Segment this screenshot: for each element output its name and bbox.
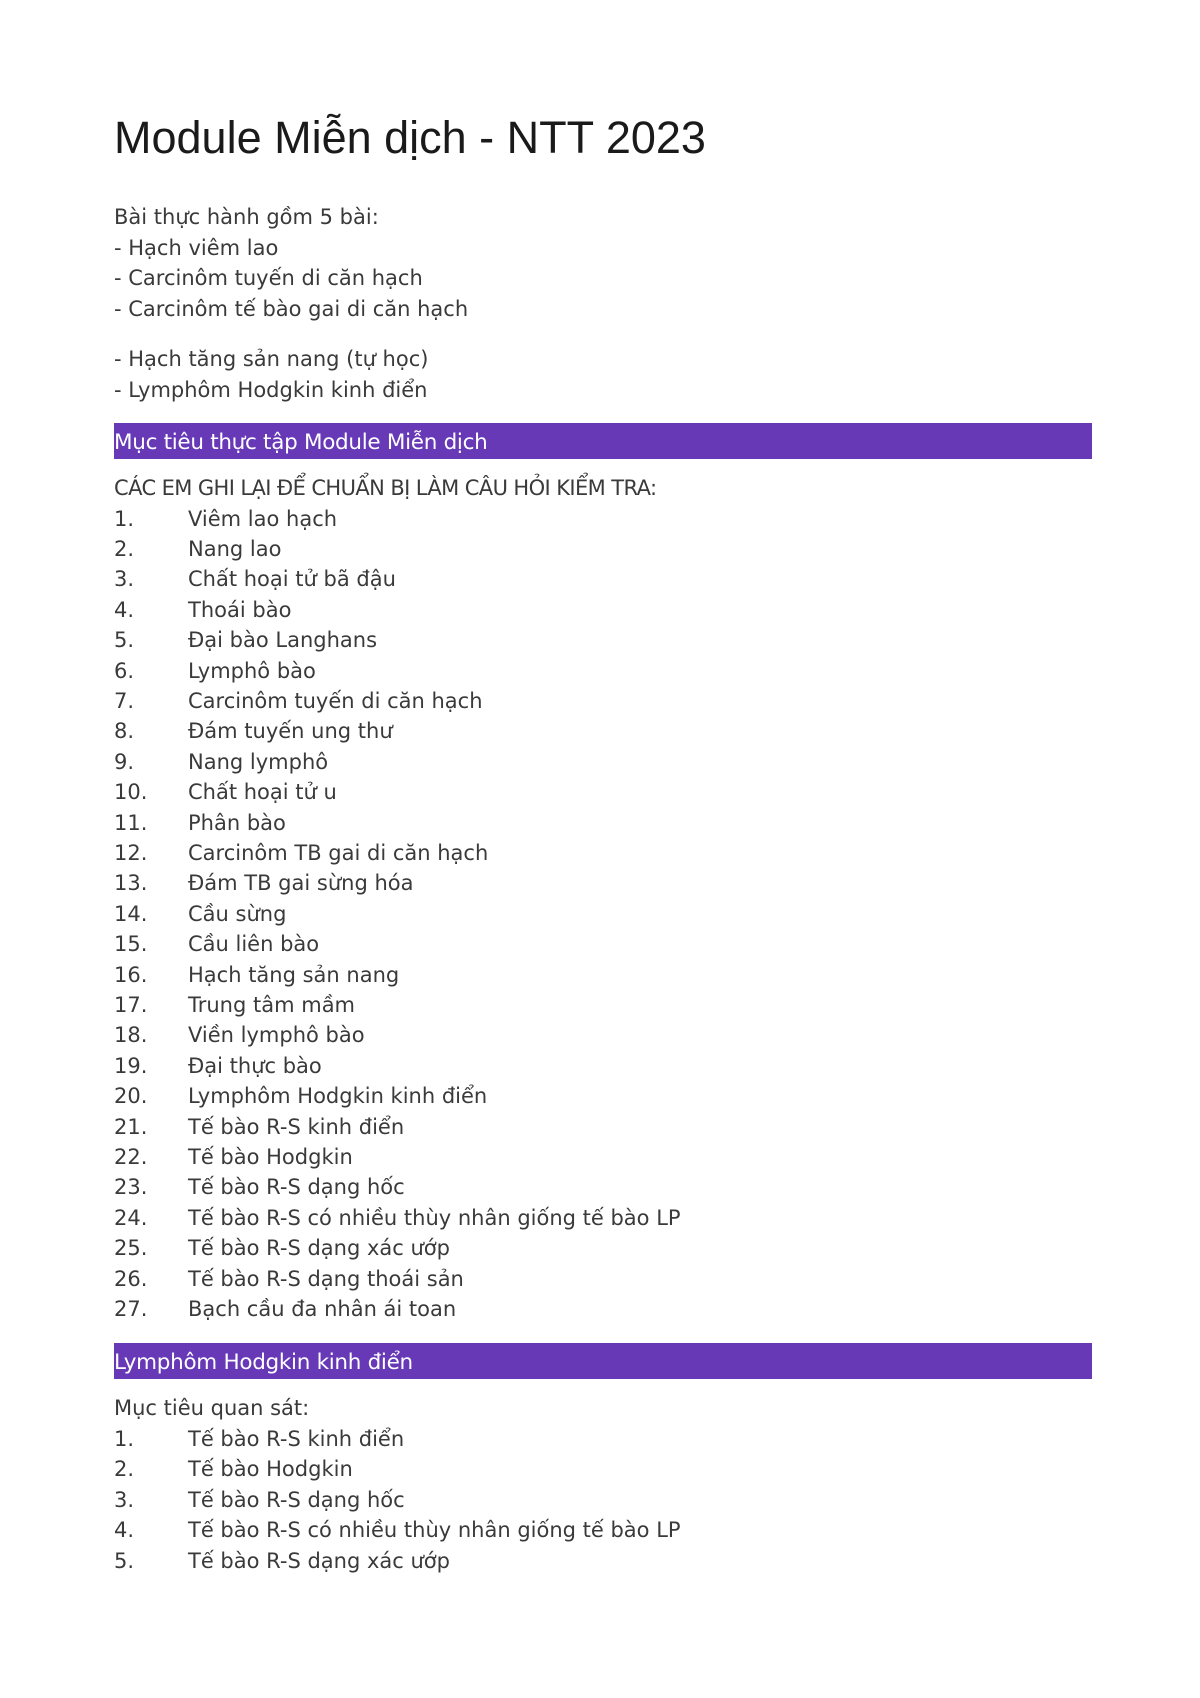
list-item-number: 10. (114, 780, 148, 805)
list-item-number: 4. (114, 1518, 135, 1543)
list-item-number: 6. (114, 658, 135, 683)
list-item-text: Đám tuyến ung thư (188, 719, 393, 744)
list-item-number: 19. (114, 1053, 148, 1078)
list-item-text: Tế bào R-S dạng thoái sản (188, 1266, 464, 1291)
section-header-hodgkin: Lymphôm Hodgkin kinh điển (114, 1343, 1092, 1379)
list-item (114, 1233, 1092, 1263)
list-item-number: 1. (114, 1426, 135, 1451)
list-item-number: 13. (114, 871, 148, 896)
list-item-text: Chất hoại tử u (188, 780, 337, 805)
list-item (114, 595, 1092, 625)
list-item-number: 3. (114, 567, 135, 592)
spacer (114, 324, 1092, 344)
list-item (114, 564, 1092, 594)
list-item-text: Đám TB gai sừng hóa (188, 871, 414, 896)
intro-line: - Carcinôm tế bào gai di căn hạch (114, 296, 469, 321)
list-item-text: Tế bào R-S có nhiều thùy nhân giống tế bào LP (188, 1518, 681, 1543)
list-item-number: 20. (114, 1084, 148, 1109)
list-item-text: Phân bào (188, 810, 286, 835)
list-item-number: 26. (114, 1266, 148, 1291)
list-item-text: Nang lymphô (188, 749, 329, 774)
list-item-text: Tế bào R-S dạng hốc (188, 1175, 405, 1200)
list-item-number: 3. (114, 1487, 135, 1512)
document-page (114, 110, 1092, 1576)
list-item-number: 8. (114, 719, 135, 744)
list-item-text: Lymphôm Hodgkin kinh điển (188, 1084, 488, 1109)
list-item (114, 1546, 1092, 1576)
list-item (114, 808, 1092, 838)
list-item (114, 1515, 1092, 1545)
list-item-number: 2. (114, 1457, 135, 1482)
list-item (114, 1485, 1092, 1515)
list-item (114, 625, 1092, 655)
list-item-text: Viêm lao hạch (188, 506, 338, 531)
list-item-text: Tế bào R-S kinh điển (188, 1426, 405, 1451)
list-item-text: Tế bào Hodgkin (188, 1145, 353, 1170)
list-item (114, 868, 1092, 898)
list-item-text: Cầu sừng (188, 901, 287, 926)
list-item (114, 1454, 1092, 1484)
intro-line: - Carcinôm tuyến di căn hạch (114, 266, 423, 290)
list-item-number: 24. (114, 1205, 148, 1230)
hodgkin-lead: Mục tiêu quan sát: (114, 1396, 310, 1421)
objectives-list (114, 504, 1092, 1325)
list-item (114, 1203, 1092, 1233)
list-item-text: Đại thực bào (188, 1053, 322, 1078)
objectives-lead: CÁC EM GHI LẠI ĐỂ CHUẨN BỊ LÀM CÂU HỎI KIỂM TRA: (114, 476, 657, 500)
list-item-number: 22. (114, 1145, 148, 1170)
list-item-number: 2. (114, 536, 135, 561)
intro-block (114, 202, 1092, 405)
list-item-text: Tế bào R-S dạng xác ướp (188, 1236, 450, 1261)
list-item (114, 656, 1092, 686)
list-item-text: Carcinôm tuyến di căn hạch (188, 688, 483, 713)
list-item-text: Hạch tăng sản nang (188, 962, 400, 987)
page-title: Module Miễn dịch - NTT 2023 (114, 112, 706, 163)
intro-heading: Bài thực hành gồm 5 bài: (114, 205, 379, 229)
list-item-text: Thoái bào (188, 597, 292, 622)
list-item-number: 4. (114, 597, 135, 622)
list-item (114, 534, 1092, 564)
list-item (114, 1020, 1092, 1050)
list-item-number: 5. (114, 1548, 135, 1573)
list-item-number: 14. (114, 901, 148, 926)
list-item-text: Bạch cầu đa nhân ái toan (188, 1297, 457, 1322)
list-item-text: Chất hoại tử bã đậu (188, 567, 396, 592)
list-item-number: 1. (114, 506, 135, 531)
list-item (114, 716, 1092, 746)
list-item (114, 747, 1092, 777)
list-item-text: Tế bào Hodgkin (188, 1457, 353, 1482)
list-item (114, 1172, 1092, 1202)
list-item (114, 990, 1092, 1020)
list-item-text: Tế bào R-S dạng xác ướp (188, 1548, 450, 1573)
list-item (114, 1424, 1092, 1454)
list-item (114, 899, 1092, 929)
list-item-text: Nang lao (188, 536, 282, 561)
list-item-number: 17. (114, 993, 148, 1017)
list-item-text: Tế bào R-S dạng hốc (188, 1487, 405, 1512)
intro-line: - Hạch tăng sản nang (tự học) (114, 347, 429, 371)
list-item (114, 504, 1092, 534)
list-item-text: Carcinôm TB gai di căn hạch (188, 840, 489, 865)
list-item (114, 1294, 1092, 1324)
list-item (114, 1051, 1092, 1081)
list-item-number: 11. (114, 810, 148, 835)
list-item-text: Đại bào Langhans (188, 628, 378, 653)
hodgkin-list (114, 1424, 1092, 1576)
list-item-text: Tế bào R-S có nhiều thùy nhân giống tế bào LP (188, 1205, 681, 1230)
list-item-text: Trung tâm mầm (188, 993, 356, 1017)
list-item-number: 23. (114, 1175, 148, 1200)
list-item (114, 686, 1092, 716)
list-item-number: 5. (114, 628, 135, 653)
intro-line: - Lymphôm Hodgkin kinh điển (114, 377, 428, 402)
list-item-number: 15. (114, 932, 148, 957)
intro-line: - Hạch viêm lao (114, 235, 279, 260)
list-item-number: 12. (114, 840, 148, 865)
list-item-number: 7. (114, 688, 135, 713)
list-item (114, 1142, 1092, 1172)
list-item-number: 18. (114, 1023, 148, 1048)
list-item-text: Viền lymphô bào (188, 1023, 365, 1048)
list-item (114, 777, 1092, 807)
list-item-number: 21. (114, 1114, 148, 1139)
list-item-number: 16. (114, 962, 148, 987)
list-item (114, 929, 1092, 959)
list-item (114, 960, 1092, 990)
list-item-number: 27. (114, 1297, 148, 1322)
list-item-number: 9. (114, 749, 135, 774)
list-item (114, 1112, 1092, 1142)
list-item (114, 1081, 1092, 1111)
list-item-number: 25. (114, 1236, 148, 1261)
list-item-text: Tế bào R-S kinh điển (188, 1114, 405, 1139)
list-item (114, 838, 1092, 868)
section-header-objectives: Mục tiêu thực tập Module Miễn dịch (114, 423, 1092, 459)
list-item-text: Lymphô bào (188, 658, 316, 683)
list-item-text: Cầu liên bào (188, 932, 320, 957)
list-item (114, 1264, 1092, 1294)
